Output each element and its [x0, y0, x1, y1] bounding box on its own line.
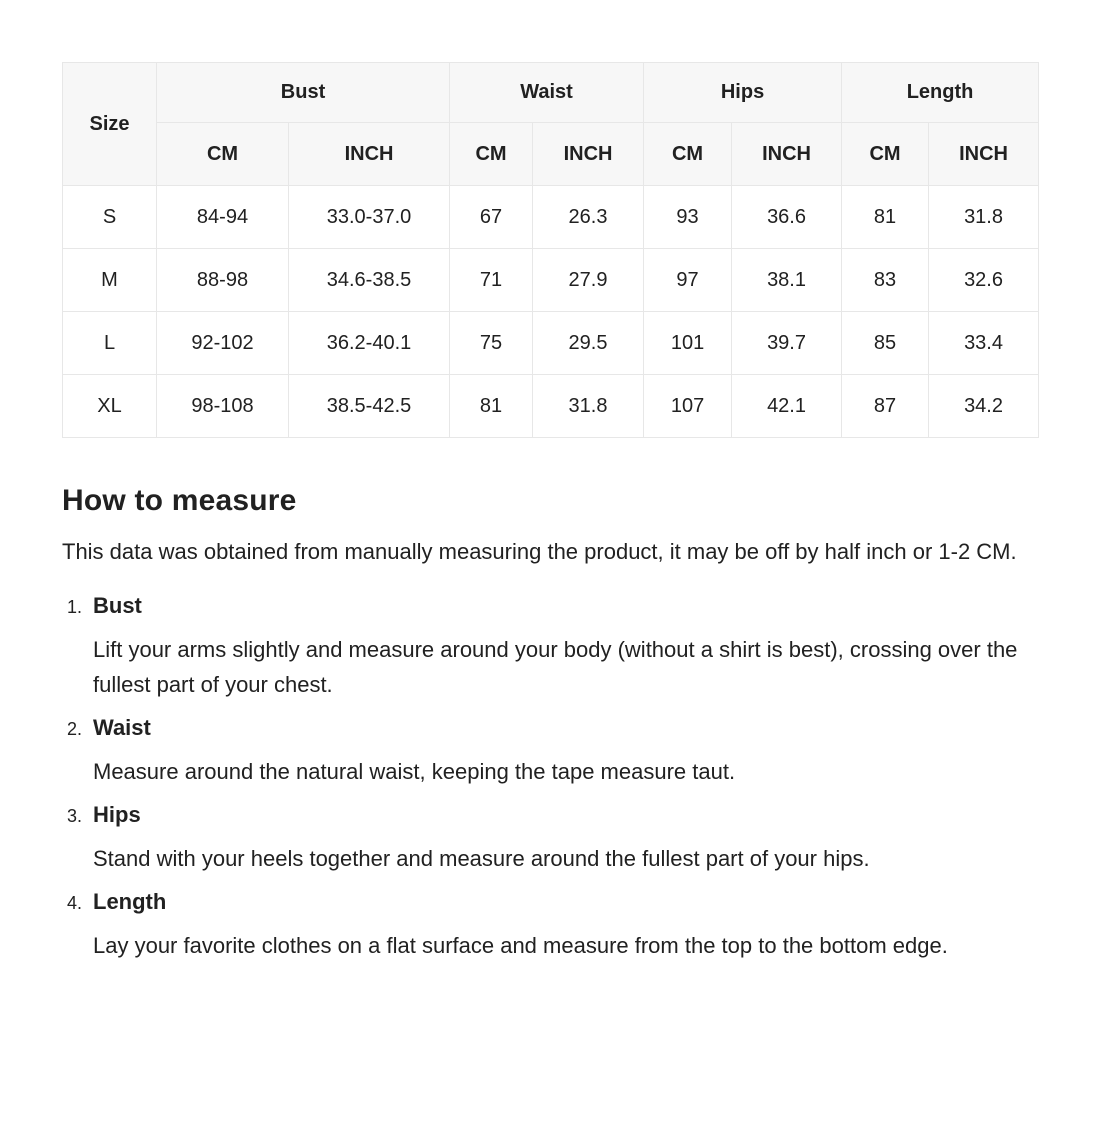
step-term: Bust [93, 593, 142, 618]
length-cm-cell: 81 [842, 186, 929, 249]
step-term: Hips [93, 802, 141, 827]
waist-inch-cell: 29.5 [533, 312, 644, 375]
hips-cm-cell: 101 [644, 312, 732, 375]
table-row-m [63, 249, 1039, 312]
step-description: Measure around the natural waist, keeping the tape measure taut. [93, 759, 736, 784]
step-number: 3. [66, 806, 82, 826]
length-group-header: Length [842, 63, 1039, 123]
length-inch-cell: 34.2 [929, 375, 1039, 438]
measure-disclaimer: This data was obtained from manually measuring the product, it may be off by half inch or 1-2 CM. [62, 539, 1017, 564]
waist-cm-cell: 75 [450, 312, 533, 375]
hips-cm-cell: 97 [644, 249, 732, 312]
step-number: 1. [66, 597, 82, 617]
bust-cm-cell: 88-98 [157, 249, 289, 312]
hips-inch-header: INCH [732, 123, 842, 186]
step-description: Lift your arms slightly and measure around your body (without a shirt is best), crossing over the fullest part of your chest. [93, 637, 1018, 697]
table-row-s [63, 186, 1039, 249]
step-term: Length [93, 889, 167, 914]
step-body [93, 887, 1038, 963]
bust-inch-cell: 38.5-42.5 [289, 375, 450, 438]
bust-inch-cell: 34.6-38.5 [289, 249, 450, 312]
waist-inch-header: INCH [533, 123, 644, 186]
size-chart-table [62, 62, 1039, 438]
waist-inch-cell: 31.8 [533, 375, 644, 438]
step-body [93, 800, 1038, 876]
bust-cm-cell: 92-102 [157, 312, 289, 375]
length-cm-header: CM [842, 123, 929, 186]
bust-cm-cell: 84-94 [157, 186, 289, 249]
hips-cm-cell: 107 [644, 375, 732, 438]
waist-inch-cell: 27.9 [533, 249, 644, 312]
hips-inch-cell: 39.7 [732, 312, 842, 375]
bust-inch-header: INCH [289, 123, 450, 186]
bust-cm-header: CM [157, 123, 289, 186]
waist-cm-header: CM [450, 123, 533, 186]
table-row-xl [63, 375, 1039, 438]
waist-group-header: Waist [450, 63, 644, 123]
hips-cm-cell: 93 [644, 186, 732, 249]
measure-step-bust [62, 591, 1038, 702]
length-inch-cell: 32.6 [929, 249, 1039, 312]
waist-cm-cell: 71 [450, 249, 533, 312]
step-body [93, 713, 1038, 789]
length-cm-cell: 85 [842, 312, 929, 375]
table-row-l [63, 312, 1039, 375]
step-description: Lay your favorite clothes on a flat surface and measure from the top to the bottom edge. [93, 933, 948, 958]
size-cell: S [63, 186, 157, 249]
length-inch-header: INCH [929, 123, 1039, 186]
hips-cm-header: CM [644, 123, 732, 186]
section-title: How to measure [62, 484, 297, 517]
size-cell: L [63, 312, 157, 375]
bust-inch-cell: 33.0-37.0 [289, 186, 450, 249]
table-group-header-row [63, 63, 1039, 123]
step-number: 2. [66, 719, 82, 739]
hips-inch-cell: 38.1 [732, 249, 842, 312]
length-cm-cell: 87 [842, 375, 929, 438]
step-number: 4. [66, 893, 82, 913]
table-unit-header-row [63, 123, 1039, 186]
step-term: Waist [93, 715, 151, 740]
step-body [93, 591, 1038, 702]
measure-step-hips [62, 800, 1038, 876]
measure-steps-list [62, 591, 1038, 963]
bust-group-header: Bust [157, 63, 450, 123]
step-description: Stand with your heels together and measure around the fullest part of your hips. [93, 846, 870, 871]
measure-step-waist [62, 713, 1038, 789]
waist-cm-cell: 67 [450, 186, 533, 249]
waist-inch-cell: 26.3 [533, 186, 644, 249]
size-cell: XL [63, 375, 157, 438]
size-cell: M [63, 249, 157, 312]
bust-inch-cell: 36.2-40.1 [289, 312, 450, 375]
measure-step-length [62, 887, 1038, 963]
length-inch-cell: 33.4 [929, 312, 1039, 375]
length-inch-cell: 31.8 [929, 186, 1039, 249]
bust-cm-cell: 98-108 [157, 375, 289, 438]
how-to-measure-section [62, 484, 1038, 963]
hips-inch-cell: 42.1 [732, 375, 842, 438]
waist-cm-cell: 81 [450, 375, 533, 438]
size-column-header: Size [63, 63, 157, 186]
length-cm-cell: 83 [842, 249, 929, 312]
hips-group-header: Hips [644, 63, 842, 123]
hips-inch-cell: 36.6 [732, 186, 842, 249]
